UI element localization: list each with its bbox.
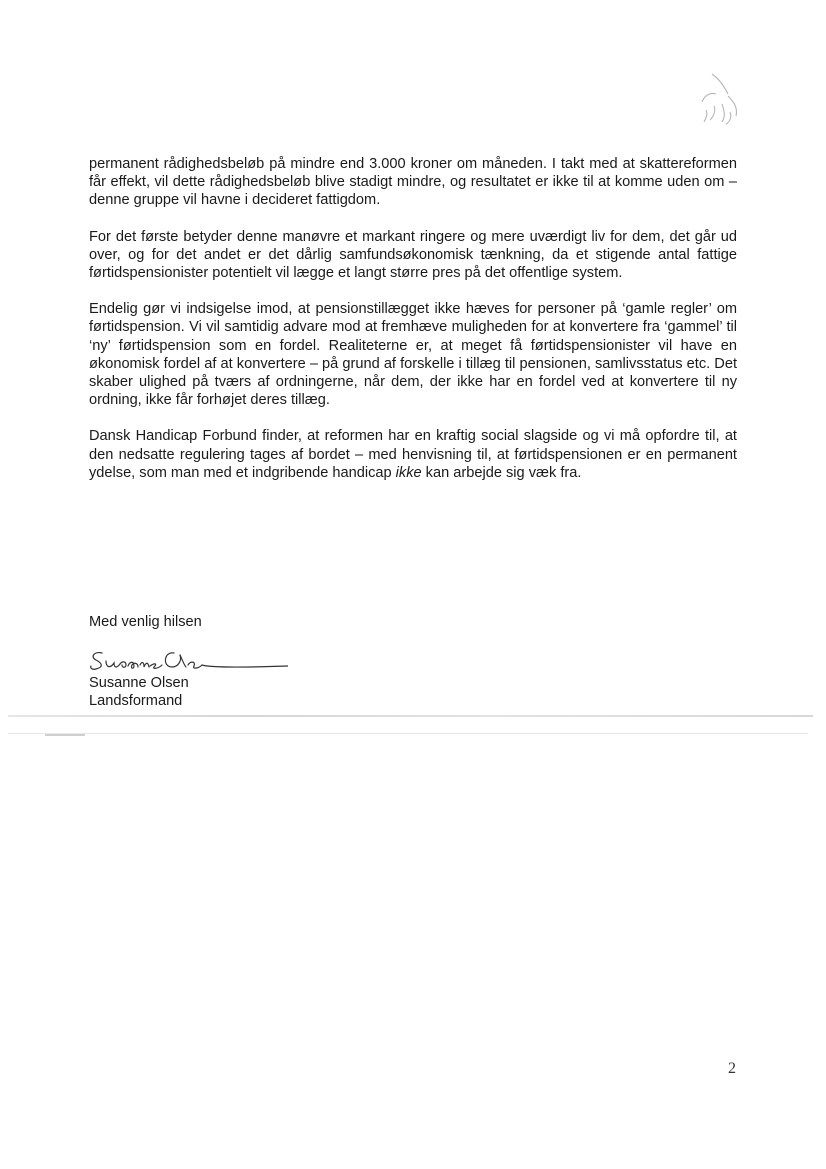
paragraph-3: Endelig gør vi indsigelse imod, at pensionstillægget ikke hæves for personer på ‘gamle regler’ om førtidspension. Vi vil samtidig advare mod at fremhæve muligheden for at konvertere fra ‘gammel’ til ‘ny’ førtidspension som en fordel. Realiteterne er, at meget få førtidspensionister vil have en økonomisk fordel af at konvertere – på grund af forskelle i tillæg til pensionen, samlivsstatus etc. Det skaber ulighed på tværs af ordningerne, når dem, der ikke har en fordel ved at konvertere til ny ordning, ikke får forhøjet deres tillæg. xyxy=(89,301,737,409)
paragraph-1: permanent rådighedsbeløb på mindre end 3.000 kroner om måneden. I takt med at skattereformen får effekt, vil dette rådighedsbeløb blive stadigt mindre, og resultatet er ikke til at komme uden om – denne gruppe vil havne i decideret fattigdom. xyxy=(89,156,737,209)
paragraph-4 xyxy=(89,427,737,482)
organization-logo-icon xyxy=(684,66,748,130)
paragraph-4-text: Dansk Handicap Forbund finder, at reformen har en kraftig social slagside og vi må opfordre til, at den nedsatte regulering tages af bordet – med henvisning til, at førtidspensionen er en permanent ydelse, som man med et indgribende handicap xyxy=(89,428,737,481)
handwritten-signature xyxy=(88,645,288,675)
signer-title: Landsformand xyxy=(89,693,183,709)
emphasis-text: ikke xyxy=(395,464,422,481)
letter-body xyxy=(89,155,737,500)
paragraph-4-end: kan arbejde sig væk fra. xyxy=(421,464,582,481)
paragraph-2: For det første betyder denne manøvre et markant ringere og mere uværdigt liv for dem, det går ud over, og for det andet er det dårlig samfundsøkonomisk tænkning, da et stigende antal fattige førtidspensionister potentielt vil lægge et langt større pres på det offentlige system. xyxy=(89,228,737,282)
signer-name: Susanne Olsen xyxy=(89,675,189,691)
closing-salutation: Med venlig hilsen xyxy=(89,614,202,630)
page-number: 2 xyxy=(728,1060,736,1077)
scan-artifact-line xyxy=(45,734,85,736)
scan-artifact-line xyxy=(8,733,808,734)
scan-artifact-line xyxy=(8,715,813,717)
